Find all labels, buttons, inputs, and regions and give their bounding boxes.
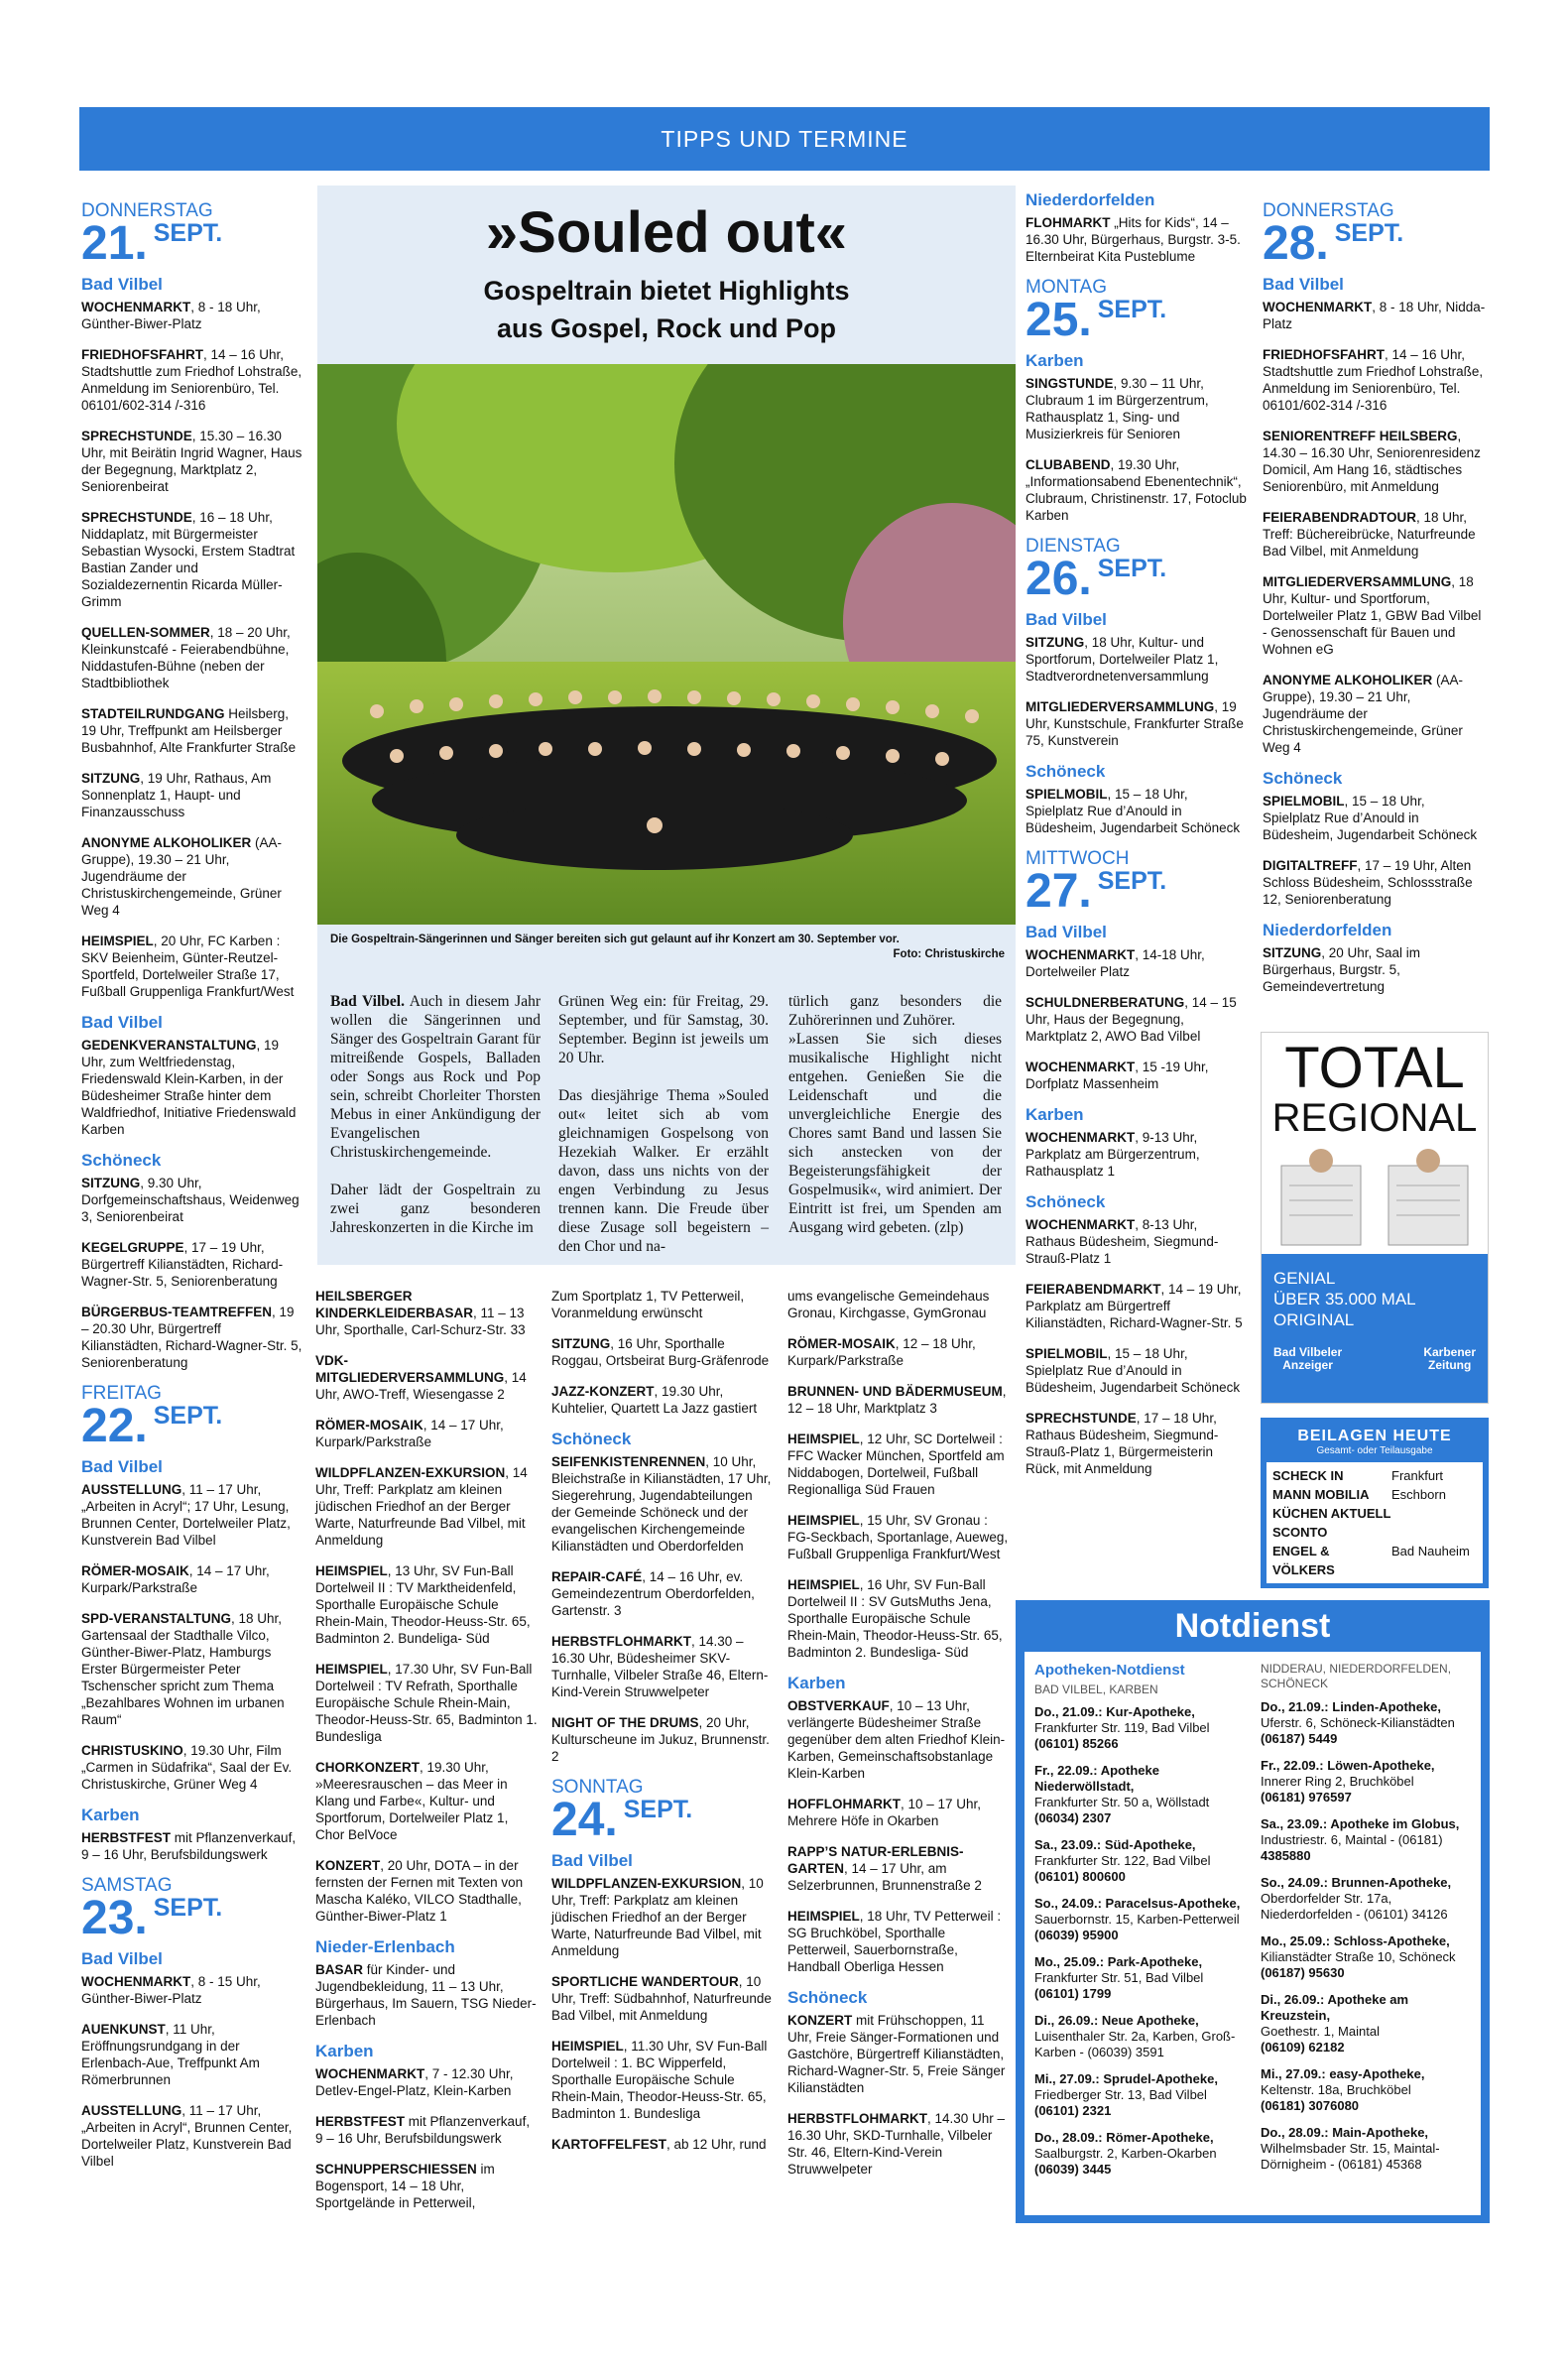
town-heading: Schöneck: [551, 1430, 632, 1448]
event-entry: WOCHENMARKT, 8 - 18 Uhr, Günther-Biwer-Platz: [81, 300, 261, 331]
pharmacy-entry: Do., 21.09.: Linden-Apotheke, Uferstr. 6, Schöneck-Kilianstädten (06187) 5449: [1261, 1699, 1455, 1746]
town-heading: Schöneck: [1263, 769, 1343, 788]
event-entry: AUSSTELLUNG, 11 – 17 Uhr, „Arbeiten in Acryl“; 17 Uhr, Lesung, Brunnen Center, Dortelweiler Platz, Kunstverein Bad Vilbel: [81, 1482, 291, 1548]
event-entry: WILDPFLANZEN-EXKURSION, 10 Uhr, Treff: Parkplatz am kleinen jüdischen Friedhof an der Berger Warte, Naturfreunde Bad Vilbel, mit Anmeldung: [551, 1876, 764, 1958]
event-list: [1263, 299, 1486, 756]
pharmacy-entry: So., 24.09.: Paracelsus-Apotheke, Sauerbornstr. 15, Karben-Petterweil (06039) 95900: [1034, 1896, 1241, 1942]
town-heading: Bad Vilbel: [551, 1851, 633, 1870]
logo-karbener-zeitung: Karbener Zeitung: [1423, 1345, 1476, 1372]
ad-footer: GENIAL ÜBER 35.000 MAL ORIGINAL Bad Vilbeler Anzeiger Karbener Zeitung: [1262, 1254, 1488, 1403]
date-label: 26. SEPT.: [1025, 553, 1167, 605]
event-entry: KONZERT mit Frühschoppen, 11 Uhr, Freie Sänger-Formationen und Gastchöre, Bürgertreff Kilianstädten, Richard-Wagner-Str. 5, Freie Sänger Kilianstädten: [787, 2013, 1006, 2095]
town-heading: Bad Vilbel: [81, 1949, 163, 1968]
pharmacy-entry: Do., 21.09.: Kur-Apotheke, Frankfurter Str. 119, Bad Vilbel (06101) 85266: [1034, 1704, 1210, 1751]
event-list: [1025, 786, 1249, 836]
date-label: 23. SEPT.: [81, 1892, 223, 1944]
town-heading: Bad Vilbel: [1263, 275, 1344, 294]
column-2: [315, 1288, 539, 2225]
pharmacy-entry: Sa., 23.09.: Süd-Apotheke, Frankfurter Str. 122, Bad Vilbel (06101) 800600: [1034, 1837, 1211, 1884]
weekday-label: SONNTAG: [551, 1777, 644, 1798]
event-entry: SPD-VERANSTALTUNG, 18 Uhr, Gartensaal der Stadthalle Vilco, Günther-Biwer-Platz, Hamburgs Erster Bürgermeister Peter Tschenscher spricht zum Thema „Bezahlbares Wohnen im urbanen Raum“: [81, 1611, 285, 1727]
event-entry: ANONYME ALKOHOLIKER (AA-Gruppe), 19.30 – 21 Uhr, Jugendräume der Christuskirchengemeinde, Grüner Weg 4: [1263, 673, 1464, 755]
event-entry: KARTOFFELFEST, ab 12 Uhr, rund: [551, 2137, 767, 2152]
event-list: [551, 1875, 775, 2153]
pharmacy-entry: Fr., 22.09.: Löwen-Apotheke, Innerer Ring 2, Bruchköbel (06181) 976597: [1261, 1758, 1435, 1805]
ad-headline-2: REGIONAL: [1271, 1096, 1478, 1140]
event-entry: HERBSTFLOHMARKT, 14.30 Uhr – 16.30 Uhr, SKD-Turnhalle, Vilbeler Str. 46, Eltern-Kind-Verein Struwwelpeter: [787, 2111, 1006, 2177]
town-heading: Bad Vilbel: [1025, 610, 1107, 629]
event-entry: SPRECHSTUNDE, 15.30 – 16.30 Uhr, mit Beirätin Ingrid Wagner, Haus der Begegnung, Marktplatz 2, Seniorenbeirat: [81, 429, 302, 494]
event-entry: Zum Sportplatz 1, TV Petterweil, Voranmeldung erwünscht: [551, 1289, 745, 1320]
event-entry: WOCHENMARKT, 8 - 15 Uhr, Günther-Biwer-Platz: [81, 1974, 261, 2006]
town-heading: Nieder-Erlenbach: [315, 1937, 455, 1956]
event-list: [315, 1288, 539, 1925]
beilagen-box: [1261, 1418, 1489, 1588]
event-entry: HEIMSPIEL, 18 Uhr, TV Petterweil : SG Bruchköbel, Sporthalle Petterweil, Sauerbornstraße, Handball Oberliga Hessen: [787, 1909, 1002, 1974]
date-label: 22. SEPT.: [81, 1400, 223, 1452]
pharmacy-entry: So., 24.09.: Brunnen-Apotheke, Oberdorfelder Str. 17a, Niederdorfelden - (06101) 34126: [1261, 1875, 1452, 1922]
event-entry: FRIEDHOFSFAHRT, 14 – 16 Uhr, Stadtshuttle zum Friedhof Lohstraße, Anmeldung im Seniorenbüro, Tel. 06101/602-314 /-316: [81, 347, 302, 413]
event-entry: SITZUNG, 18 Uhr, Kultur- und Sportforum, Dortelweiler Platz 1, Stadtverordnetenversammlung: [1025, 635, 1219, 684]
feature-title: »Souled out«: [485, 200, 848, 265]
article-col-2: Grünen Weg ein: für Freitag, 29. September, und für Samstag, 30. September. Beginn ist jeweils um 20 Uhr. Das diesjährige Thema »Souled out« leitet sich ab vom gleichnamigen Gospelsong von Hezekiah Walker. Er erzählt davon, dass uns nichts von der engen Verbindung zu Jesus trennen kann. Die Freude über diese Zusage soll begeistern – den Chor und na-: [558, 993, 769, 1255]
town-heading: Schöneck: [787, 1988, 868, 2007]
event-list: [315, 1961, 539, 2029]
town-heading: Schöneck: [1025, 762, 1106, 781]
event-entry: REPAIR-CAFÉ, 14 – 16 Uhr, ev. Gemeindezentrum Oberdorfelden, Gartenstr. 3: [551, 1569, 755, 1618]
article-col-1: Bad Vilbel. Auch in diesem Jahr wollen die Sängerinnen und Sänger des Gospeltrain Garant für mitreißende Gospels, Balladen oder Songs aus Rock und Pop sein, schreibt Chorleiter Thorsten Mebus in einer Ankündigung der Evangelischen Christuskirchengemeinde. Daher lädt der Gospeltrain zu zwei ganz besonderen Jahreskonzerten in die Kirche im: [330, 993, 541, 1236]
event-list: [1263, 944, 1486, 995]
event-list: [1025, 214, 1249, 265]
event-entry: JAZZ-KONZERT, 19.30 Uhr, Kuhtelier, Quartett La Jazz gastiert: [551, 1384, 758, 1416]
event-entry: WOCHENMARKT, 15 -19 Uhr, Dorfplatz Massenheim: [1025, 1059, 1209, 1091]
weekday-label: DONNERSTAG: [81, 200, 213, 221]
date-label: 21. SEPT.: [81, 217, 223, 270]
event-list: [81, 1175, 304, 1371]
date-label: 27. SEPT.: [1025, 865, 1167, 918]
town-heading: Karben: [1025, 1105, 1084, 1124]
event-entry: QUELLEN-SOMMER, 18 – 20 Uhr, Kleinkunstcafé - Feierabendbühne, Niddastufen-Bühne (neben der Stadtbibliothek: [81, 625, 291, 690]
pharmacy-entry: Mo., 25.09.: Park-Apotheke, Frankfurter Str. 51, Bad Vilbel (06101) 1799: [1034, 1954, 1204, 2001]
column-1: [81, 198, 304, 2183]
beilage-row: SCHECK IN Frankfurt: [1272, 1468, 1444, 1483]
town-heading: Karben: [81, 1806, 140, 1824]
event-entry: SPIELMOBIL, 15 – 18 Uhr, Spielplatz Rue d’Anould in Büdesheim, Jugendarbeit Schöneck: [1025, 787, 1241, 835]
event-entry: AUSSTELLUNG, 11 – 17 Uhr, „Arbeiten in Acryl“, Brunnen Center, Dortelweiler Platz, Kunstverein Bad Vilbel: [81, 2103, 293, 2169]
beilage-row: KÜCHEN AKTUELL: [1272, 1506, 1391, 1521]
pharmacy-entry: Di., 26.09.: Apotheke am Kreuzstein, Goethestr. 1, Maintal (06109) 62182: [1261, 1992, 1409, 2055]
photo-credit: Foto: Christuskirche: [893, 948, 1005, 960]
event-entry: FEIERABENDRADTOUR, 18 Uhr, Treff: Büchereibrücke, Naturfreunde Bad Vilbel, mit Anmeldung: [1263, 510, 1476, 559]
event-entry: SPORTLICHE WANDERTOUR, 10 Uhr, Treff: Südbahnhof, Naturfreunde Bad Vilbel, mit Anmeldung: [551, 1974, 772, 2023]
town-heading: Bad Vilbel: [81, 1013, 163, 1032]
newspaper-readers-image: [1271, 1146, 1478, 1255]
weekday-label: MITTWOCH: [1025, 848, 1130, 869]
town-heading: Bad Vilbel: [81, 275, 163, 294]
column-6: [1263, 198, 1486, 1009]
pharmacy-entry: Mi., 27.09.: easy-Apotheke, Keltenstr. 18a, Bruchköbel (06181) 3076080: [1261, 2066, 1425, 2113]
date-label: 28. SEPT.: [1263, 217, 1404, 270]
pharmacy-entry: Mo., 25.09.: Schloss-Apotheke, Kilianstädter Straße 10, Schöneck (06187) 95630: [1261, 1933, 1456, 1980]
event-list: [551, 1288, 775, 1417]
event-entry: RÖMER-MOSAIK, 14 – 17 Uhr, Kurpark/Parkstraße: [315, 1418, 504, 1449]
event-entry: VDK-MITGLIEDERVERSAMMLUNG, 14 Uhr, AWO-Treff, Wiesengasse 2: [315, 1353, 527, 1402]
event-entry: SEIFENKISTENRENNEN, 10 Uhr, Bleichstraße in Kilianstädten, 17 Uhr, Siegerehrung, Jugendabteilungen der Gemeinde Schöneck und der evangelischen Kirchengemeinde Kilianstädten und Oberdorfelden: [551, 1454, 772, 1554]
event-list: [1025, 375, 1249, 524]
event-list: [81, 1829, 304, 1863]
event-list: [81, 1973, 304, 2170]
event-list: [1263, 793, 1486, 908]
event-list: [315, 2065, 539, 2211]
event-list: [787, 1288, 1011, 1661]
event-entry: ums evangelische Gemeindehaus Gronau, Kirchgasse, GymGronau: [787, 1289, 990, 1320]
event-entry: ANONYME ALKOHOLIKER (AA-Gruppe), 19.30 – 21 Uhr, Jugendräume der Christuskirchengemeinde, Grüner Weg 4: [81, 835, 283, 918]
beilage-row: MANN MOBILIA Eschborn: [1272, 1487, 1446, 1502]
pharmacy-entry: Di., 26.09.: Neue Apotheke, Luisenthaler Str. 2a, Karben, Groß-Karben - (06039) 3591: [1034, 2013, 1236, 2059]
event-entry: GEDENKVERANSTALTUNG, 19 Uhr, zum Weltfriedenstag, Friedenswald Klein-Karben, in der Büdesheimer Straße hinter dem Waldfriedhof, Initiative Friedenswald Karben: [81, 1038, 297, 1137]
event-entry: SENIORENTREFF HEILSBERG, 14.30 – 16.30 Uhr, Seniorenresidenz Domicil, Am Hang 16, städtisches Seniorenbüro, mit Anmeldung: [1263, 429, 1481, 494]
date-label: 24. SEPT.: [551, 1794, 693, 1846]
beilagen-subtitle: Gesamt- oder Teilausgabe: [1316, 1445, 1433, 1456]
event-entry: HERBSTFEST mit Pflanzenverkauf, 9 – 16 Uhr, Berufsbildungswerk: [315, 2114, 531, 2146]
town-heading: Schöneck: [81, 1151, 162, 1170]
event-list: [81, 1037, 304, 1138]
event-entry: NIGHT OF THE DRUMS, 20 Uhr, Kulturscheune im Jukuz, Brunnenstr. 2: [551, 1715, 770, 1764]
notdienst-left: Apotheken-Notdienst BAD VILBEL, KARBEN Do., 21.09.: Kur-Apotheke, Frankfurter Str. 119, Bad Vilbel (06101) 85266 Fr., 22.09.: Apotheke Niederwöllstadt, Frankfurter Str. 50 a, Wöllstadt (06034) 2307 Sa., 23.09.: Süd-Apotheke, Frankfurter Str. 122, Bad Vilbel (06101) 800600 So., 24.09.: Paracelsus-Apotheke, Sauerbornstr. 15, Karben-Petterweil (06039) 95900 Mo., 25.09.: Park-Apotheke, Frankfurter Str. 51, Bad Vilbel (06101) 1799 Di., 26.09.: Neue Apotheke, Luisenthaler Str. 2a, Karben, Groß-Karben - (06039) 3591 Mi., 27.09.: Sprudel-Apotheke, Friedberger Str. 13, Bad Vilbel (06101) 2321 Do., 28.09.: Römer-Apotheke, Saalburgstr. 2, Karben-Okarben (06039) 3445: [1034, 1662, 1243, 2188]
town-heading: Schöneck: [1025, 1192, 1106, 1211]
event-entry: WOCHENMARKT, 9-13 Uhr, Parkplatz am Bürgerzentrum, Rathausplatz 1: [1025, 1130, 1200, 1179]
event-entry: HEILSBERGER KINDERKLEIDERBASAR, 11 – 13 Uhr, Sporthalle, Carl-Schurz-Str. 33: [315, 1289, 526, 1337]
event-entry: SPRECHSTUNDE, 16 – 18 Uhr, Niddaplatz, mit Bürgermeister Sebastian Wysocki, Erstem Stadtrat Bastian Zander und Sozialdezernentin Ricarda Müller-Grimm: [81, 510, 296, 609]
event-entry: SCHNUPPERSCHIESSEN im Bogensport, 14 – 18 Uhr, Sportgelände in Petterweil,: [315, 2162, 495, 2210]
event-entry: RAPP’S NATUR-ERLEBNIS-GARTEN, 14 – 17 Uhr, am Selzerbrunnen, Brunnenstraße 2: [787, 1844, 982, 1893]
event-entry: SITZUNG, 9.30 Uhr, Dorfgemeinschaftshaus, Weidenweg 3, Seniorenbeirat: [81, 1176, 300, 1224]
section-banner: [79, 107, 1490, 171]
event-entry: HEIMSPIEL, 16 Uhr, SV Fun-Ball Dortelweil II : SV GutsMuths Jena, Sporthalle Europäische Schule Rhein-Main, Theodor-Heuss-Str. 65, Badminton 2. Bundesliga- Süd: [787, 1577, 1003, 1660]
pharmacy-entry: Fr., 22.09.: Apotheke Niederwöllstadt, Frankfurter Str. 50 a, Wöllstadt (06034) 2307: [1034, 1763, 1210, 1825]
weekday-label: SAMSTAG: [81, 1875, 173, 1896]
event-entry: SCHULDNERBERATUNG, 14 – 15 Uhr, Haus der Begegnung, Marktplatz 2, AWO Bad Vilbel: [1025, 995, 1237, 1044]
event-entry: WILDPFLANZEN-EXKURSION, 14 Uhr, Treff: Parkplatz am kleinen jüdischen Friedhof an der Berger Warte, Naturfreunde Bad Vilbel, mit Anmeldung: [315, 1465, 528, 1548]
event-entry: RÖMER-MOSAIK, 14 – 17 Uhr, Kurpark/Parkstraße: [81, 1563, 270, 1595]
event-entry: AUENKUNST, 11 Uhr, Eröffnungsrundgang in der Erlenbach-Aue, Treffpunkt Am Römerbrunnen: [81, 2022, 260, 2087]
event-entry: HEIMSPIEL, 20 Uhr, FC Karben : SKV Beienheim, Günter-Reutzel-Sportfeld, Dortelweiler Straße 17, Fußball Gruppenliga Frankfurt/West: [81, 934, 295, 999]
beilagen-title: BEILAGEN HEUTE: [1297, 1428, 1452, 1444]
event-entry: FRIEDHOFSFAHRT, 14 – 16 Uhr, Stadtshuttle zum Friedhof Lohstraße, Anmeldung im Seniorenbüro, Tel. 06101/602-314 /-316: [1263, 347, 1484, 413]
event-entry: SINGSTUNDE, 9.30 – 11 Uhr, Clubraum 1 im Bürgerzentrum, Rathausplatz 1, Sing- und Musizierkreis für Senioren: [1025, 376, 1209, 441]
event-entry: HEIMSPIEL, 15 Uhr, SV Gronau : FG-Seckbach, Sportanlage, Aueweg, Fußball Gruppenliga Frankfurt/West: [787, 1513, 1009, 1561]
weekday-label: DIENSTAG: [1025, 536, 1121, 557]
weekday-label: MONTAG: [1025, 277, 1107, 298]
event-entry: BÜRGERBUS-TEAMTREFFEN, 19 – 20.30 Uhr, Bürgertreff Kilianstädten, Richard-Wagner-Str. 5, Seniorenberatung: [81, 1305, 302, 1370]
event-entry: KONZERT, 20 Uhr, DOTA – in der fernsten der Fernen mit Texten von Mascha Kaléko, VILCO Stadthalle, Günther-Biwer-Platz 1: [315, 1858, 524, 1924]
event-entry: HEIMSPIEL, 12 Uhr, SC Dortelweil : FFC Wacker München, Sportfeld am Niddabogen, Dortelweil, Fußball Regionalliga Süd Frauen: [787, 1432, 1005, 1497]
photo-caption: Die Gospeltrain-Sängerinnen und Sänger bereiten sich gut gelaunt auf ihr Konzert am 30. September vor. Foto: Christuskirche: [330, 934, 1005, 960]
event-entry: DIGITALTREFF, 17 – 19 Uhr, Alten Schloss Büdesheim, Schlossstraße 12, Seniorenberatung: [1263, 858, 1473, 907]
event-entry: BRUNNEN- UND BÄDERMUSEUM, 12 – 18 Uhr, Marktplatz 3: [787, 1384, 1007, 1416]
article-col-3: türlich ganz besonders die Zuhörerinnen und Zuhörer. »Lassen Sie sich dieses musikalische Highlight nicht entgehen. Genießen Sie die Leidenschaft und die unvergleichliche Energie des Chores samt Band und lassen Sie sich anstecken von der Begeisterungsfähigkeit der Gospelmusik«, wird animiert. Der Eintritt ist frei, um Spenden am Ausgang wird gebeten. (zlp): [788, 993, 1002, 1236]
event-entry: STADTEILRUNDGANG Heilsberg, 19 Uhr, Treffpunkt am Heilsberger Busbahnhof, Alte Frankfurter Straße: [81, 706, 297, 755]
weekday-label: FREITAG: [81, 1383, 162, 1404]
ad-headline: TOTAL: [1284, 1036, 1465, 1100]
event-list: [551, 1453, 775, 1765]
notdienst-title: Notdienst: [1174, 1606, 1331, 1645]
weekday-label: DONNERSTAG: [1263, 200, 1394, 221]
section-title: TIPPS UND TERMINE: [661, 125, 908, 152]
pharmacy-entry: Do., 28.09.: Main-Apotheke, Wilhelmsbader Str. 15, Maintal-Dörnigheim - (06181) 45368: [1261, 2125, 1440, 2172]
event-list: [787, 1697, 1011, 1975]
event-list: [1025, 946, 1249, 1092]
event-entry: HERBSTFEST mit Pflanzenverkauf, 9 – 16 Uhr, Berufsbildungswerk: [81, 1830, 297, 1862]
event-entry: WOCHENMARKT, 14-18 Uhr, Dortelweiler Platz: [1025, 947, 1205, 979]
pharmacy-entry: Do., 28.09.: Römer-Apotheke, Saalburgstr. 2, Karben-Okarben (06039) 3445: [1034, 2130, 1217, 2177]
event-entry: SPRECHSTUNDE, 17 – 18 Uhr, Rathaus Büdesheim, Siegmund-Strauß-Platz 1, Bürgermeisterin Rück, mit Anmeldung: [1025, 1411, 1219, 1476]
total-regional-ad[interactable]: [1261, 1032, 1489, 1404]
event-list: [81, 1481, 304, 1793]
event-list: [787, 2012, 1011, 2178]
event-entry: WOCHENMARKT, 8 - 18 Uhr, Nidda-Platz: [1263, 300, 1486, 331]
pharmacy-entry: Mi., 27.09.: Sprudel-Apotheke, Friedberger Str. 13, Bad Vilbel (06101) 2321: [1034, 2071, 1218, 2118]
column-3: [551, 1288, 775, 2167]
pharmacy-entry: Sa., 23.09.: Apotheke im Globus, Industriestr. 6, Maintal - (06181) 4385880: [1261, 1816, 1460, 1863]
feature-subtitle: Gospeltrain bietet Highlights aus Gospel, Rock und Pop: [483, 276, 850, 343]
date-label: 25. SEPT.: [1025, 294, 1167, 346]
town-heading: Bad Vilbel: [81, 1457, 163, 1476]
beilage-row: ENGEL & VÖLKERS Bad Nauheim: [1272, 1544, 1470, 1577]
town-heading: Niederdorfelden: [1025, 190, 1155, 209]
town-heading: Karben: [1025, 351, 1084, 370]
notdienst-right: NIDDERAU, NIEDERDORFELDEN, SCHÖNECK Do., 21.09.: Linden-Apotheke, Uferstr. 6, Schöneck-Kilianstädten (06187) 5449 Fr., 22.09.: Löwen-Apotheke, Innerer Ring 2, Bruchköbel (06181) 976597 Sa., 23.09.: Apotheke im Globus, Industriestr. 6, Maintal - (06181) 4385880 So., 24.09.: Brunnen-Apotheke, Oberdorfelder Str. 17a, Niederdorfelden - (06101) 34126 Mo., 25.09.: Schloss-Apotheke, Kilianstädter Straße 10, Schöneck (06187) 95630 Di., 26.09.: Apotheke am Kreuzstein, Goethestr. 1, Maintal (06109) 62182 Mi., 27.09.: easy-Apotheke, Keltenstr. 18a, Bruchköbel (06181) 3076080 Do., 28.09.: Main-Apotheke, Wilhelmsbader Str. 15, Maintal-Dörnigheim - (06181) 45368: [1261, 1662, 1471, 2183]
choir-photo: [317, 364, 1016, 925]
event-entry: RÖMER-MOSAIK, 12 – 18 Uhr, Kurpark/Parkstraße: [787, 1336, 976, 1368]
event-list: [1025, 634, 1249, 749]
logo-bad-vilbeler-anzeiger: Bad Vilbeler Anzeiger: [1273, 1345, 1343, 1372]
event-entry: CHRISTUSKINO, 19.30 Uhr, Film „Carmen in Südafrika“, Saal der Ev. Christuskirche, Grüner Weg 4: [81, 1743, 293, 1792]
beilage-row: SCONTO: [1272, 1525, 1328, 1540]
event-entry: SITZUNG, 19 Uhr, Rathaus, Am Sonnenplatz 1, Haupt- und Finanzausschuss: [81, 771, 272, 819]
event-list: [1025, 1129, 1249, 1180]
event-entry: SPIELMOBIL, 15 – 18 Uhr, Spielplatz Rue d’Anould in Büdesheim, Jugendarbeit Schöneck: [1025, 1346, 1241, 1395]
town-heading: Karben: [787, 1674, 846, 1692]
event-entry: FEIERABENDMARKT, 14 – 19 Uhr, Parkplatz am Bürgertreff Kilianstädten, Richard-Wagner-Str. 5: [1025, 1282, 1243, 1330]
town-heading: Niederdorfelden: [1263, 921, 1392, 939]
column-4: [787, 1288, 1011, 2191]
town-heading: Bad Vilbel: [1025, 923, 1107, 941]
event-entry: OBSTVERKAUF, 10 – 13 Uhr, verlängerte Büdesheimer Straße gegenüber dem alten Friedhof Klein-Karben, Gemeinschaftsobstanlage Klein-Karben: [787, 1698, 1006, 1781]
event-entry: FLOHMARKT „Hits for Kids“, 14 – 16.30 Uhr, Bürgerhaus, Burgstr. 3-5. Elternbeirat Kita Pusteblume: [1025, 215, 1241, 264]
event-entry: SPIELMOBIL, 15 – 18 Uhr, Spielplatz Rue d’Anould in Büdesheim, Jugendarbeit Schöneck: [1263, 794, 1478, 842]
event-list: [1025, 1216, 1249, 1477]
event-entry: WOCHENMARKT, 8-13 Uhr, Rathaus Büdesheim, Siegmund-Strauß-Platz 1: [1025, 1217, 1219, 1266]
event-entry: SITZUNG, 20 Uhr, Saal im Bürgerhaus, Burgstr. 5, Gemeindevertretung: [1263, 945, 1421, 994]
event-entry: MITGLIEDERVERSAMMLUNG, 18 Uhr, Kultur- und Sportforum, Dortelweiler Platz 1, GBW Bad Vilbel - Genossenschaft für Bauen und Wohnen eG: [1263, 574, 1482, 657]
column-5: [1025, 191, 1249, 1491]
article-dateline: Bad Vilbel.: [330, 993, 405, 1010]
event-entry: CLUBABEND, 19.30 Uhr, „Informationsabend Ebenentechnik“, Clubraum, Christinenstr. 17, Fotoclub Karben: [1025, 457, 1247, 523]
beilagen-list: [1266, 1462, 1483, 1583]
event-list: [81, 299, 304, 1000]
event-entry: MITGLIEDERVERSAMMLUNG, 19 Uhr, Kunstschule, Frankfurter Straße 75, Kunstverein: [1025, 699, 1244, 748]
event-entry: BASAR für Kinder- und Jugendbekleidung, 11 – 13 Uhr, Bürgerhaus, Im Sauern, TSG Nieder-Erlenbach: [315, 1962, 537, 2028]
town-heading: Karben: [315, 2042, 374, 2060]
event-entry: HERBSTFLOHMARKT, 14.30 – 16.30 Uhr, Büdesheimer SKV-Turnhalle, Vilbeler Straße 46, Eltern-Kind-Verein Struwwelpeter: [551, 1634, 769, 1699]
event-entry: WOCHENMARKT, 7 - 12.30 Uhr, Detlev-Engel-Platz, Klein-Karben: [315, 2066, 514, 2098]
event-entry: HEIMSPIEL, 11.30 Uhr, SV Fun-Ball Dortelweil : 1. BC Wipperfeld, Sporthalle Europäische Schule Rhein-Main, Theodor-Heuss-Str. 65, Badminton 1. Bundesliga: [551, 2039, 768, 2121]
event-entry: CHORKONZERT, 19.30 Uhr, »Meeresrauschen – das Meer in Klang und Farbe«, Kultur- und Sportforum, Dortelweiler Platz 1, Chor BelVoce: [315, 1760, 509, 1842]
event-entry: HEIMSPIEL, 17.30 Uhr, SV Fun-Ball Dortelweil : TV Refrath, Sporthalle Europäische Schule Rhein-Main, Theodor-Heuss-Str. 65, Badminton 1. Bundesliga: [315, 1662, 538, 1744]
event-entry: HOFFLOHMARKT, 10 – 17 Uhr, Mehrere Höfe in Okarben: [787, 1797, 982, 1828]
event-entry: HEIMSPIEL, 13 Uhr, SV Fun-Ball Dortelweil II : TV Marktheidenfeld, Sporthalle Europäische Schule Rhein-Main, Theodor-Heuss-Str. 65, Badminton 2. Bundeliga- Süd: [315, 1563, 531, 1646]
notdienst-box: [1016, 1600, 1490, 2223]
event-entry: SITZUNG, 16 Uhr, Sporthalle Roggau, Ortsbeirat Burg-Gräfenrode: [551, 1336, 770, 1368]
event-entry: KEGELGRUPPE, 17 – 19 Uhr, Bürgertreff Kilianstädten, Richard-Wagner-Str. 5, Seniorenberatung: [81, 1240, 284, 1289]
